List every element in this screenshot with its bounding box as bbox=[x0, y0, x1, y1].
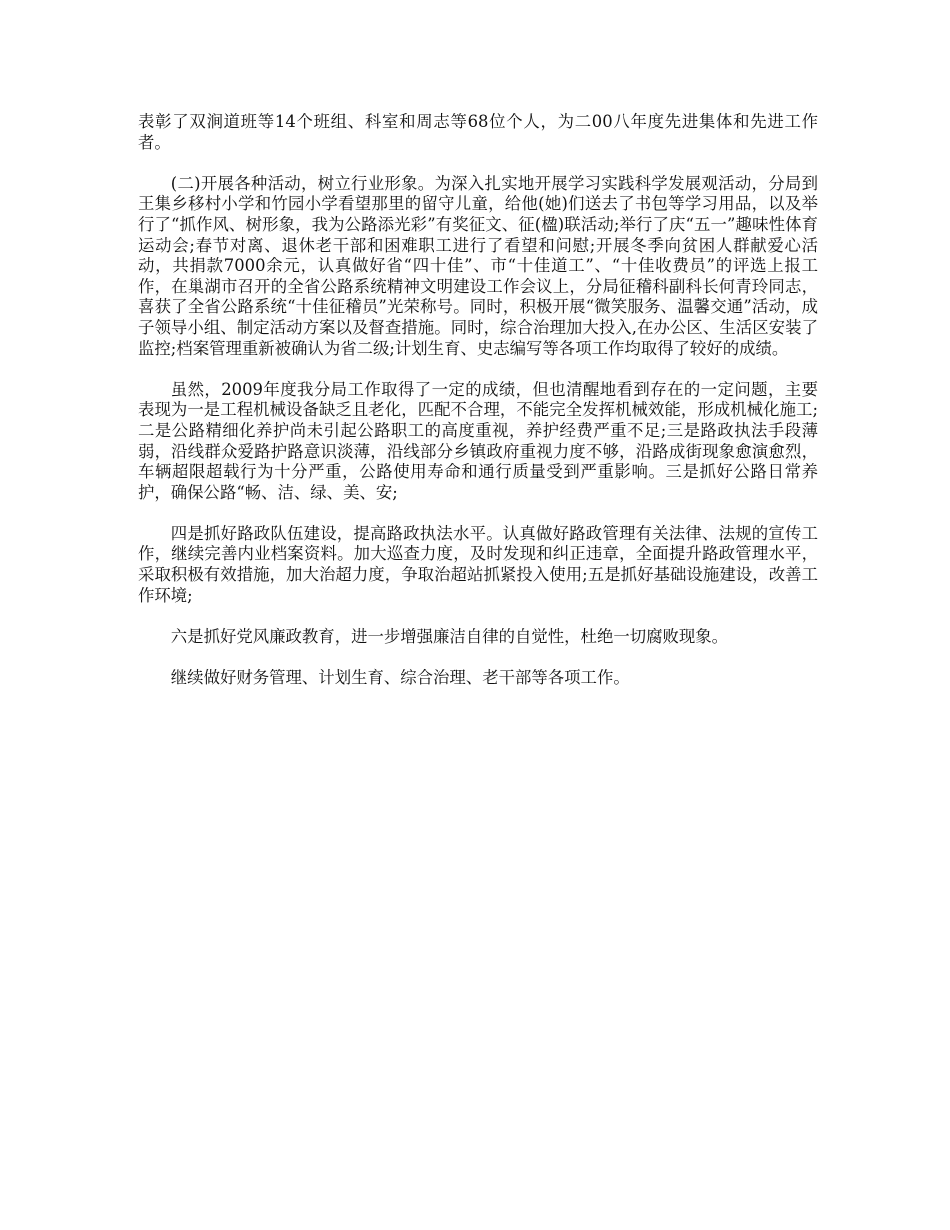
paragraph-problems: 虽然，2009年度我分局工作取得了一定的成绩，但也清醒地看到存在的一定问题，主要表现为一是工程机械设备缺乏且老化，匹配不合理，不能完全发挥机械效能，形成机械化施工;二是公路精细化养护尚未引起公路职工的高度重视，养护经费严重不足;三是路政执法手段薄弱，沿线群众爱路护路意识淡薄，沿线部分乡镇政府重视力度不够，沿路成街现象愈演愈烈，车辆超限超载行为十分严重，公路使用寿命和通行质量受到严重影响。三是抓好公路日常养护，确保公路“畅、洁、绿、美、安; bbox=[138, 379, 818, 502]
document-body bbox=[138, 112, 818, 709]
paragraph-commendation: 表彰了双涧道班等14个班组、科室和周志等68位个人，为二00八年度先进集体和先进工作者。 bbox=[138, 112, 818, 152]
paragraph-road-administration: 四是抓好路政队伍建设，提高路政执法水平。认真做好路政管理有关法律、法规的宣传工作，继续完善内业档案资料。加大巡查力度，及时发现和纠正违章，全面提升路政管理水平，采取积极有效措施，加大治超力度，争取治超站抓紧投入使用;五是抓好基础设施建设，改善工作环境; bbox=[138, 523, 818, 605]
paragraph-activities: (二)开展各种活动，树立行业形象。为深入扎实地开展学习实践科学发展观活动，分局到王集乡移村小学和竹园小学看望那里的留守儿童，给他(她)们送去了书包等学习用品，以及举行了“抓作风、树形象，我为公路添光彩”有奖征文、征(楹)联活动;举行了庆“五一”趣味性体育运动会;春节对离、退休老干部和困难职工进行了看望和问慰;开展冬季向贫困人群献爱心活动，共捐款7000余元，认真做好省“四十佳”、市“十佳道工”、“十佳收费员”的评选上报工作，在巢湖市召开的全省公路系统精神文明建设工作会议上，分局征稽科副科长何青玲同志，喜获了全省公路系统“十佳征稽员”光荣称号。同时，积极开展“微笑服务、温馨交通”活动，成子领导小组、制定活动方案以及督查措施。同时，综合治理加大投入,在办公区、生活区安装了监控;档案管理重新被确认为省二级;计划生育、史志编写等各项工作均取得了较好的成绩。 bbox=[138, 173, 818, 358]
paragraph-integrity: 六是抓好党风廉政教育，进一步增强廉洁自律的自觉性，杜绝一切腐败现象。 bbox=[170, 626, 729, 646]
paragraph-other-work: 继续做好财务管理、计划生育、综合治理、老干部等各项工作。 bbox=[170, 668, 630, 688]
